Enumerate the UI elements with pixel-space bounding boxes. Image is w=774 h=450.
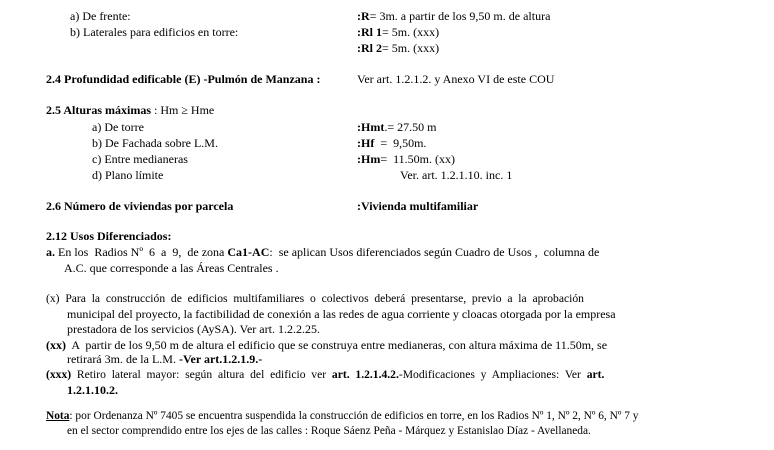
torre-label: a) De torre [92,120,144,134]
note-xx-line2: retirará 3m. de la L.M. -Ver art.1.2.1.9.- [67,352,263,366]
torre-value: :Hmt.= 27.50 m [357,120,437,134]
plano-label: d) Plano límite [92,168,164,182]
sec24-heading: 2.4 Profundidad edificable (E) -Pulmón de Manzana : [46,72,321,86]
sec212-item-a-cont: A.C. que corresponde a las Áreas Centrales . [64,261,279,275]
nota-line2: en el sector comprendido entre los ejes de las calles : Roque Sáenz Peña - Márquez y Estanislao Díaz - Avellaneda. [67,425,591,437]
laterales-label: b) Laterales para edificios en torre: [70,25,239,39]
sec212-heading: 2.12 Usos Diferenciados: [46,229,172,243]
sec26-heading: 2.6 Número de viviendas por parcela [46,199,234,213]
medianeras-label: c) Entre medianeras [92,152,188,166]
note-x-line1: (x) Para la construcción de edificios multifamiliares o colectivos deberá presentarse, previo a la aprobación [46,292,584,305]
note-xx-line1: (xx) A partir de los 9,50 m de altura el edificio que se construya entre medianeras, con altura máxima de 11.50m, se [46,338,608,352]
sec212-item-a: a. En los Radios Nº 6 a 9, de zona Ca1-AC: se aplican Usos diferenciados según Cuadro de Usos , columna de [46,245,600,259]
sec25-heading: 2.5 Alturas máximas : Hm ≥ Hme [46,103,215,117]
note-x-line3: prestadora de los servicios (AySA). Ver art. 1.2.2.25. [67,322,320,336]
sec24-value: Ver art. 1.2.1.2. y Anexo VI de este COU [357,72,555,86]
frente-value: :R= 3m. a partir de los 9,50 m. de altura [357,9,551,23]
frente-label: a) De frente: [70,9,131,23]
note-xxx-line2: 1.2.1.10.2. [67,383,118,397]
medianeras-value: :Hm= 11.50m. (xx) [357,152,455,166]
plano-value: Ver. art. 1.2.1.10. inc. 1 [400,168,513,182]
note-xxx-line1: (xxx) Retiro lateral mayor: según altura del edificio ver art. 1.2.1.4.2.-Modificaciones y Ampliaciones: Ver art. [46,368,605,381]
rl2-value: :Rl 2= 5m. (xxx) [357,41,440,55]
nota-line1: Nota: por Ordenanza Nº 7405 se encuentra suspendida la construcción de edificios en torre, en los Radios Nº 1, Nº 2, Nº 6, Nº 7 y [46,410,639,422]
rl1-value: :Rl 1= 5m. (xxx) [357,25,440,39]
note-x-line2: municipal del proyecto, la factibilidad de conexión a las redes de agua corriente y cloacas otorgada por la empresa [67,307,616,321]
sec26-value: :Vivienda multifamiliar [357,199,479,213]
fachada-label: b) De Fachada sobre L.M. [92,136,218,150]
fachada-value: :Hf = 9,50m. [357,136,427,150]
